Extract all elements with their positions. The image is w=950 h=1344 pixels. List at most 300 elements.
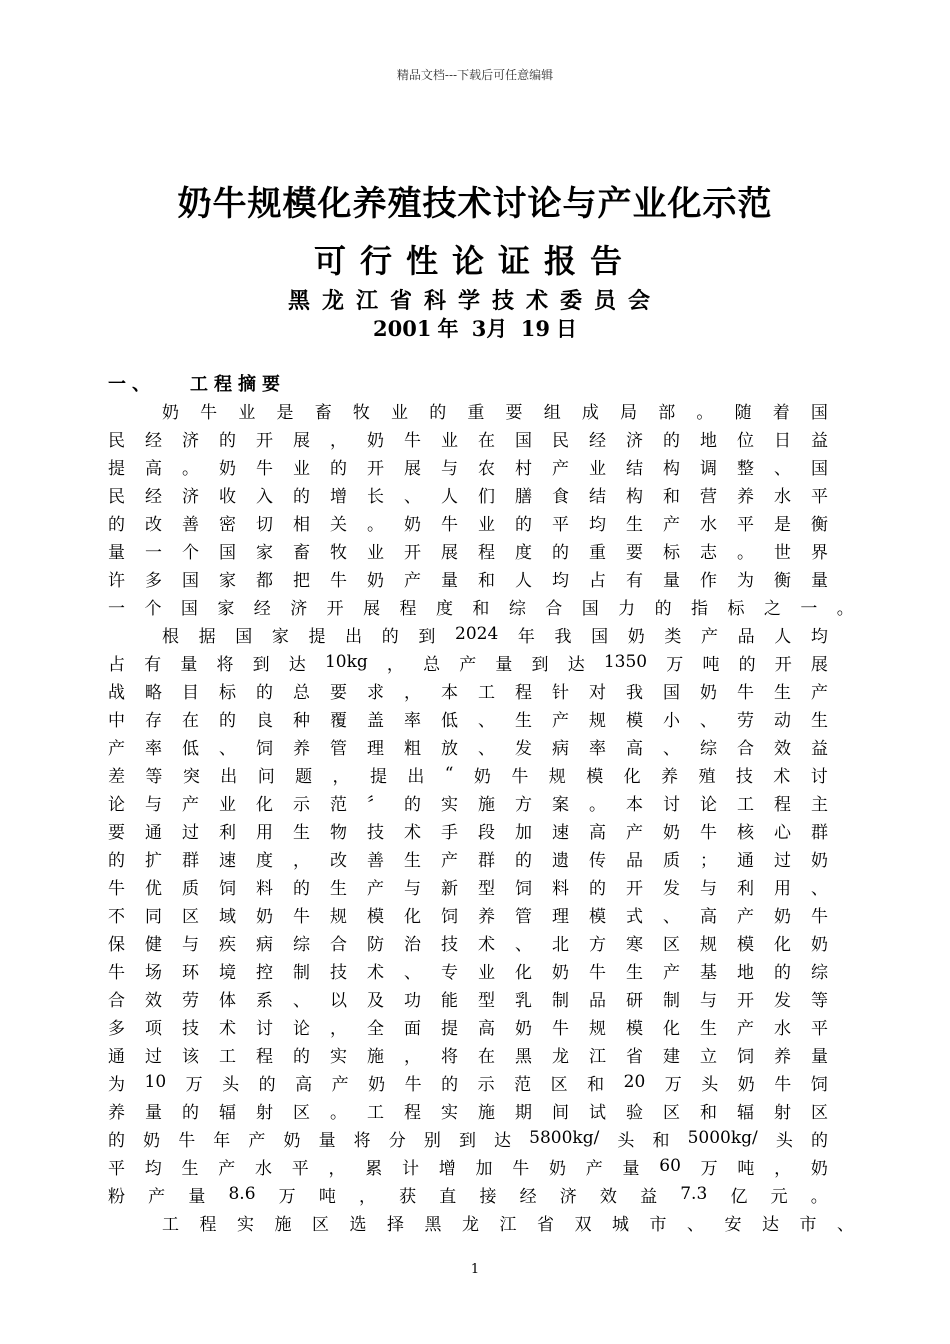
text-token: 讨 xyxy=(663,794,680,815)
text-token: 是 xyxy=(774,514,791,535)
text-token: 家 xyxy=(219,570,236,591)
text-token: 该 xyxy=(182,1046,199,1067)
text-token: 达 xyxy=(567,654,585,675)
text-token: 程 xyxy=(478,542,495,563)
text-token: 存 xyxy=(145,710,162,731)
text-token: 模 xyxy=(626,1018,643,1039)
text-token: 食 xyxy=(552,486,569,507)
body-line xyxy=(108,593,854,619)
text-token: 力 xyxy=(618,598,636,619)
text-token: 产 xyxy=(737,1018,754,1039)
text-token: 生 xyxy=(181,1158,199,1179)
text-token: 化 xyxy=(623,766,641,787)
text-token: 、 xyxy=(404,962,421,983)
text-token: 程 xyxy=(774,794,791,815)
text-token: 和 xyxy=(587,1074,605,1095)
text-token: 20 xyxy=(623,1072,646,1092)
text-token: 善 xyxy=(182,514,199,535)
text-token: 高 xyxy=(700,906,717,927)
text-token: 累 xyxy=(365,1158,383,1179)
text-token: 讨 xyxy=(810,766,828,787)
text-token: ， xyxy=(386,654,404,675)
text-token: 亿 xyxy=(730,1186,748,1207)
text-token: 养 xyxy=(737,486,754,507)
text-token: 济 xyxy=(290,598,308,619)
page-header: 精品文档---下载后可任意编辑 xyxy=(396,68,554,82)
text-token: 度 xyxy=(515,542,532,563)
text-token: 一 xyxy=(108,598,125,619)
text-token: 式 xyxy=(626,906,643,927)
text-token: 提 xyxy=(108,458,125,479)
text-token: 开 xyxy=(774,654,792,675)
text-token: 制 xyxy=(293,962,310,983)
text-token: 战 xyxy=(108,682,125,703)
text-token: 施 xyxy=(367,1046,384,1067)
text-token: ， xyxy=(330,1018,347,1039)
text-token: 生 xyxy=(626,962,643,983)
text-token: 效 xyxy=(774,738,791,759)
text-token: 、 xyxy=(404,486,421,507)
text-token: 牛 xyxy=(737,682,754,703)
text-token: 益 xyxy=(811,738,828,759)
text-token: 饲 xyxy=(737,1046,754,1067)
text-token: 速 xyxy=(219,850,236,871)
text-token: 与 xyxy=(145,794,162,815)
text-token: 我 xyxy=(626,682,643,703)
text-token: 环 xyxy=(182,962,199,983)
text-token: 以 xyxy=(330,990,347,1011)
text-token: 指 xyxy=(691,598,708,619)
text-token: 效 xyxy=(599,1186,617,1207)
text-token: 增 xyxy=(330,486,347,507)
text-token: 民 xyxy=(108,430,125,451)
text-token: 开 xyxy=(404,542,421,563)
text-token: 的 xyxy=(108,1130,125,1151)
text-token: 头 xyxy=(222,1074,240,1095)
text-token: ； xyxy=(700,850,717,871)
text-token: 计 xyxy=(402,1158,419,1179)
text-token: 养 xyxy=(108,1102,125,1123)
text-token: 密 xyxy=(219,514,236,535)
text-token: 质 xyxy=(182,878,199,899)
text-token: 结 xyxy=(626,458,643,479)
body-line xyxy=(108,985,828,1011)
text-token: 施 xyxy=(478,1102,495,1123)
text-token: 境 xyxy=(219,962,236,983)
text-token: 重 xyxy=(589,542,606,563)
text-token: 均 xyxy=(589,514,606,535)
text-token: 国 xyxy=(581,598,599,619)
text-token: 将 xyxy=(441,1046,458,1067)
text-token: 占 xyxy=(108,654,125,675)
text-token: 牛 xyxy=(589,962,606,983)
body-line xyxy=(108,1013,828,1039)
text-token: 的 xyxy=(330,458,347,479)
text-token: 针 xyxy=(552,682,569,703)
body-line xyxy=(108,901,828,927)
text-token: 规 xyxy=(589,1018,606,1039)
text-token: 、 xyxy=(663,906,680,927)
text-token: 、 xyxy=(219,738,236,759)
text-token: 奶 xyxy=(810,1158,828,1179)
text-token: 量 xyxy=(811,570,828,591)
text-token: 化 xyxy=(774,934,791,955)
text-token: 将 xyxy=(216,654,234,675)
text-token: 论 xyxy=(293,1018,310,1039)
text-token: 质 xyxy=(663,850,680,871)
text-token: 射 xyxy=(774,1102,791,1123)
text-token: 的 xyxy=(404,794,421,815)
text-token: 术 xyxy=(404,822,421,843)
date-year: 2001 xyxy=(373,316,432,341)
text-token: 、 xyxy=(687,1214,704,1235)
body-line xyxy=(108,649,828,675)
text-token: 高 xyxy=(626,738,643,759)
text-token: 不 xyxy=(108,906,125,927)
text-token: 区 xyxy=(550,1074,568,1095)
text-token: 村 xyxy=(515,458,532,479)
body-line xyxy=(108,789,828,815)
text-token: 产 xyxy=(663,962,680,983)
text-token: 水 xyxy=(774,486,791,507)
text-token: 切 xyxy=(256,514,273,535)
text-token: 直 xyxy=(439,1186,457,1207)
text-token: 能 xyxy=(441,990,458,1011)
text-token: 要 xyxy=(330,682,347,703)
text-token: 和 xyxy=(472,598,490,619)
text-token: 的 xyxy=(654,598,672,619)
text-token: 开 xyxy=(256,430,273,451)
text-token: 7.3 xyxy=(680,1184,708,1204)
text-token: 程 xyxy=(199,1214,217,1235)
text-token: 等 xyxy=(811,990,828,1011)
text-token: 业 xyxy=(219,794,236,815)
text-token: 度 xyxy=(435,598,453,619)
text-token: 效 xyxy=(145,990,162,1011)
text-token: 择 xyxy=(387,1214,404,1235)
body-line xyxy=(108,957,828,983)
text-token: 业 xyxy=(293,458,310,479)
text-token: 方 xyxy=(589,934,606,955)
text-token: 手 xyxy=(441,822,458,843)
text-token: 及 xyxy=(367,990,384,1011)
text-token: 成 xyxy=(581,402,599,423)
date-year-unit: 年 xyxy=(437,316,459,341)
text-token: 牧 xyxy=(352,402,370,423)
text-token: 术 xyxy=(478,934,495,955)
text-token: 产 xyxy=(701,626,719,647)
text-token: 综 xyxy=(293,934,310,955)
text-token: 量 xyxy=(811,1046,828,1067)
text-token: 粉 xyxy=(108,1186,125,1207)
text-token: 是 xyxy=(276,402,294,423)
text-token: ， xyxy=(332,766,350,787)
text-token: 营 xyxy=(700,486,717,507)
text-token: 技 xyxy=(441,934,458,955)
text-token: 模 xyxy=(737,934,754,955)
body-line xyxy=(162,621,828,647)
text-token: 建 xyxy=(663,1046,680,1067)
text-token: 要 xyxy=(108,822,125,843)
text-token: 均 xyxy=(144,1158,162,1179)
text-token: 到 xyxy=(531,654,549,675)
text-token: 整 xyxy=(737,458,754,479)
text-token: 提 xyxy=(308,626,326,647)
text-token: 达 xyxy=(762,1214,779,1235)
text-token: 良 xyxy=(256,710,273,731)
text-token: 项 xyxy=(145,1018,162,1039)
body-line xyxy=(108,565,828,591)
text-token: 。 xyxy=(696,402,714,423)
text-token: 术 xyxy=(219,1018,236,1039)
text-token: 万 xyxy=(185,1074,203,1095)
text-token: 地 xyxy=(700,430,717,451)
text-token: 产 xyxy=(367,878,384,899)
text-token: 业 xyxy=(589,458,606,479)
text-token: 示 xyxy=(477,1074,495,1095)
text-token: 的 xyxy=(774,962,791,983)
text-token: 合 xyxy=(330,934,347,955)
text-token: 国 xyxy=(180,598,198,619)
text-token: 面 xyxy=(404,1018,421,1039)
section-number: 一、 xyxy=(108,374,156,395)
text-token: 品 xyxy=(737,626,755,647)
text-token: 综 xyxy=(811,962,828,983)
text-token: 劳 xyxy=(737,710,754,731)
text-token: 国 xyxy=(515,430,532,451)
text-token: 量 xyxy=(663,570,680,591)
text-token: 提 xyxy=(369,766,387,787)
text-token: 吨 xyxy=(702,654,720,675)
text-token: 加 xyxy=(515,822,532,843)
text-token: 实 xyxy=(441,1102,458,1123)
text-token: 段 xyxy=(478,822,495,843)
text-token: 牛 xyxy=(811,906,828,927)
text-token: 率 xyxy=(589,738,606,759)
text-token: 益 xyxy=(640,1186,658,1207)
text-token: 案 xyxy=(552,794,569,815)
text-token: 奶 xyxy=(368,1074,386,1095)
text-token: 家 xyxy=(217,598,235,619)
date-day-unit: 日 xyxy=(555,316,577,341)
text-token: 年 xyxy=(517,626,535,647)
text-token: 验 xyxy=(626,1102,643,1123)
text-token: 牛 xyxy=(552,1018,569,1039)
text-token: 根 xyxy=(162,626,179,647)
text-token: 劳 xyxy=(182,990,199,1011)
text-token: 制 xyxy=(663,990,680,1011)
text-token: 的 xyxy=(441,1074,459,1095)
text-token: 10 xyxy=(144,1072,167,1092)
text-token: 程 xyxy=(404,1102,421,1123)
text-token: 新 xyxy=(441,878,458,899)
text-token: 实 xyxy=(237,1214,254,1235)
text-token: 施 xyxy=(274,1214,292,1235)
text-token: 的 xyxy=(108,514,125,535)
text-token: 万 xyxy=(666,654,684,675)
document-date xyxy=(0,313,950,343)
text-token: 、 xyxy=(478,738,495,759)
text-token: 双 xyxy=(574,1214,592,1235)
text-token: 生 xyxy=(811,710,828,731)
text-token: 盖 xyxy=(367,710,384,731)
text-token: 。 xyxy=(737,542,754,563)
text-token: 程 xyxy=(256,1046,273,1067)
text-token: 的 xyxy=(663,430,680,451)
text-token: 养 xyxy=(774,1046,791,1067)
text-token: 达 xyxy=(288,654,306,675)
text-token: 膳 xyxy=(515,486,532,507)
text-token: 、 xyxy=(837,1214,854,1235)
text-token: 规 xyxy=(330,906,347,927)
text-token: 的 xyxy=(258,1074,276,1095)
text-token: 到 xyxy=(418,626,436,647)
text-token: 技 xyxy=(367,822,384,843)
body-line xyxy=(108,845,828,871)
text-token: 产 xyxy=(552,458,569,479)
text-token: 增 xyxy=(438,1158,456,1179)
text-token: 工 xyxy=(219,1046,236,1067)
text-token: 经 xyxy=(145,486,162,507)
text-token: 料 xyxy=(552,878,569,899)
text-token: 同 xyxy=(145,906,162,927)
text-token: 产 xyxy=(737,906,754,927)
text-token: 的 xyxy=(589,878,606,899)
text-token: 功 xyxy=(404,990,421,1011)
text-token: 牛 xyxy=(512,1158,530,1179)
text-token: 系 xyxy=(256,990,273,1011)
text-token: 殖 xyxy=(698,766,716,787)
text-token: 优 xyxy=(145,878,162,899)
text-token: 讨 xyxy=(256,1018,273,1039)
text-token: 出 xyxy=(220,766,238,787)
text-token: 实 xyxy=(330,1046,347,1067)
text-token: 。 xyxy=(589,794,606,815)
text-token: 奶 xyxy=(737,1074,755,1095)
body-line xyxy=(108,705,828,731)
text-token: 、 xyxy=(478,710,495,731)
text-token: 问 xyxy=(257,766,275,787)
text-token: 年 xyxy=(213,1130,231,1151)
text-token: 奶 xyxy=(515,1018,532,1039)
body-line xyxy=(108,761,828,787)
text-token: ， xyxy=(328,1158,346,1179)
text-token: 化 xyxy=(256,794,273,815)
text-token: 物 xyxy=(330,822,347,843)
section-heading xyxy=(108,370,286,396)
text-token: 的 xyxy=(219,710,236,731)
text-token: 略 xyxy=(145,682,162,703)
text-token: 。 xyxy=(367,514,384,535)
text-token: 地 xyxy=(737,962,754,983)
text-token: 射 xyxy=(256,1102,273,1123)
text-token: 5800kg/ xyxy=(529,1128,600,1148)
text-token: 量 xyxy=(622,1158,640,1179)
text-token: 模 xyxy=(367,906,384,927)
text-token: 60 xyxy=(659,1156,681,1176)
text-token: 万 xyxy=(278,1186,296,1207)
text-token: 、 xyxy=(774,458,791,479)
text-token: 农 xyxy=(478,458,495,479)
text-token: 产 xyxy=(148,1186,166,1207)
text-token: 的 xyxy=(429,402,447,423)
text-token: 全 xyxy=(367,1018,384,1039)
text-token: 综 xyxy=(508,598,526,619)
text-token: 和 xyxy=(700,1102,717,1123)
text-token: 吨 xyxy=(318,1186,336,1207)
text-token: 10kg xyxy=(324,652,368,672)
text-token: 化 xyxy=(515,962,532,983)
text-token: 养 xyxy=(661,766,679,787)
text-token: 量 xyxy=(145,1102,162,1123)
text-token: 。 xyxy=(836,598,854,619)
text-token: 产 xyxy=(552,710,569,731)
text-token: 北 xyxy=(552,934,569,955)
text-token: 水 xyxy=(255,1158,272,1179)
text-token: 主 xyxy=(811,794,828,815)
text-token: 扩 xyxy=(145,850,162,871)
text-token: 到 xyxy=(252,654,270,675)
text-token: 论 xyxy=(108,794,125,815)
text-token: 元 xyxy=(770,1186,788,1207)
text-token: 饲 xyxy=(256,738,273,759)
text-token: 放 xyxy=(441,738,458,759)
text-token: 高 xyxy=(589,822,606,843)
text-token: 理 xyxy=(367,738,384,759)
text-token: 开 xyxy=(367,458,384,479)
text-token: 产 xyxy=(459,654,477,675)
text-token: 展 xyxy=(404,458,421,479)
text-token: 相 xyxy=(293,514,310,535)
text-token: 区 xyxy=(811,1102,828,1123)
text-token: 奶 xyxy=(627,626,645,647)
text-token: 一 xyxy=(800,598,818,619)
text-token: 域 xyxy=(219,906,236,927)
text-token: 奶 xyxy=(162,402,179,423)
text-token: 着 xyxy=(772,402,790,423)
text-token: 展 xyxy=(441,542,458,563)
text-token: 与 xyxy=(441,458,458,479)
text-token: 结 xyxy=(589,486,606,507)
text-token: 理 xyxy=(552,906,569,927)
text-token: 发 xyxy=(515,738,532,759)
text-token: 随 xyxy=(734,402,752,423)
text-token: 高 xyxy=(295,1074,313,1095)
text-token: 体 xyxy=(219,990,236,1011)
text-token: 业 xyxy=(367,542,384,563)
text-token: 生 xyxy=(330,878,347,899)
text-token: 工 xyxy=(737,794,754,815)
text-token: 制 xyxy=(552,990,569,1011)
text-token: 技 xyxy=(330,962,347,983)
text-token: 生 xyxy=(293,822,310,843)
text-token: 产 xyxy=(248,1130,266,1151)
text-token: 的 xyxy=(810,1130,828,1151)
body-line xyxy=(108,481,828,507)
text-token: 的 xyxy=(182,1102,199,1123)
text-token: 1350 xyxy=(603,652,648,672)
text-token: 长 xyxy=(367,486,384,507)
text-token: 饲 xyxy=(219,878,236,899)
text-token: 5000kg/ xyxy=(687,1128,758,1148)
text-token: 有 xyxy=(144,654,162,675)
text-token: 论 xyxy=(700,794,717,815)
text-token: 改 xyxy=(145,514,162,535)
text-token: 牛 xyxy=(774,1074,792,1095)
text-token: 头 xyxy=(617,1130,635,1151)
text-token: 区 xyxy=(663,934,680,955)
text-token: 防 xyxy=(367,934,384,955)
